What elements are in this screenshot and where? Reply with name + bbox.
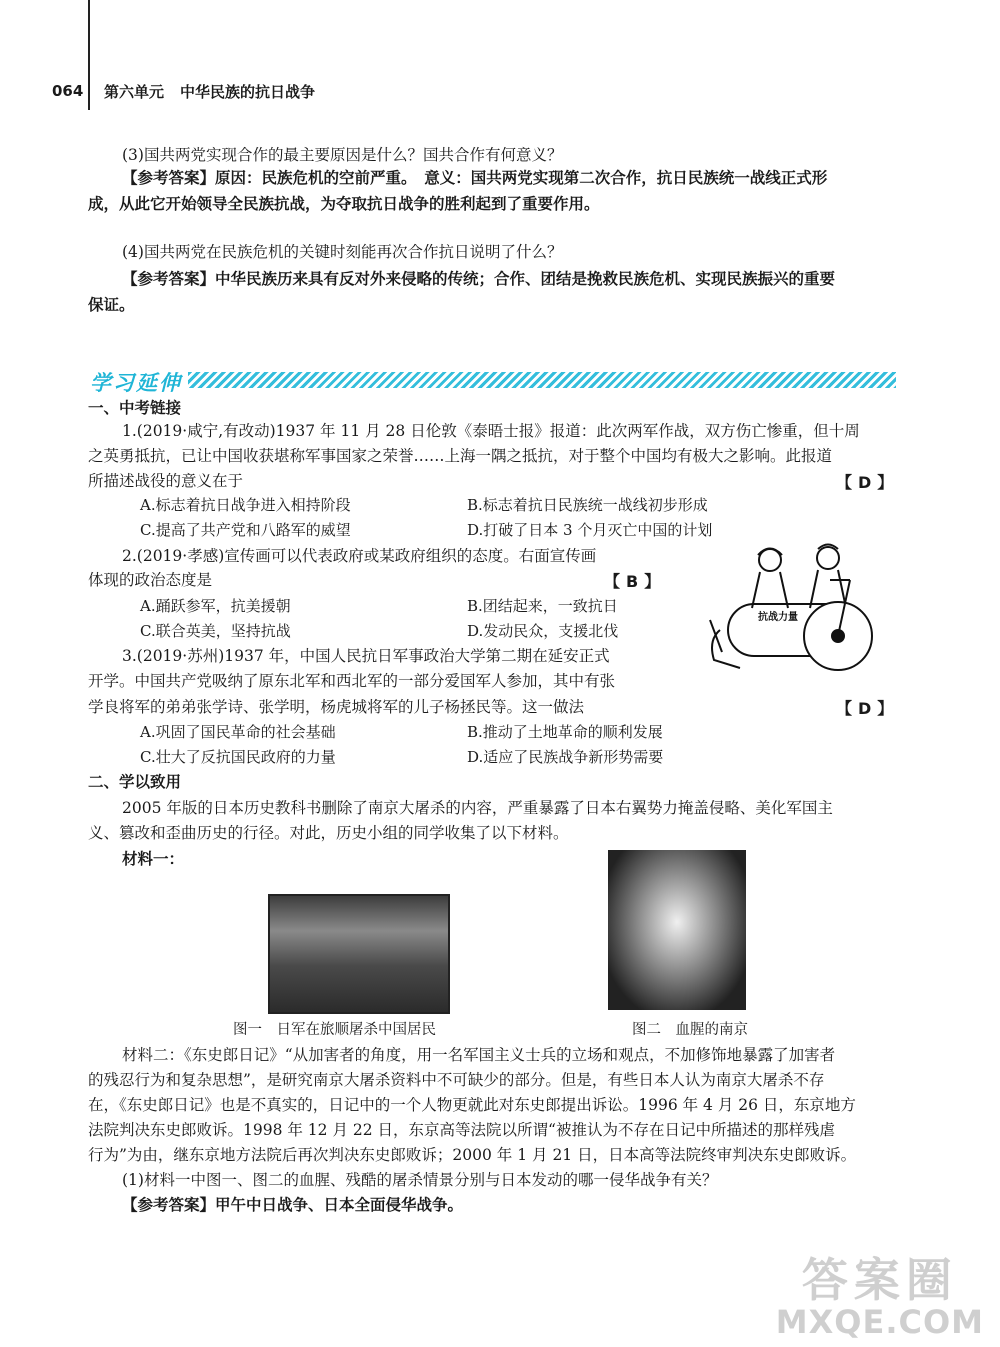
question-4: (4)国共两党在民族危机的关键时刻能再次合作抗日说明了什么？ xyxy=(122,243,563,261)
mcq1-answer: 【D】 xyxy=(836,473,900,492)
mcq1-option-b: B.标志着抗日民族统一战线初步形成 xyxy=(467,496,708,514)
page-number: 064 xyxy=(52,82,84,100)
mcq2-option-b: B.团结起来，一致抗日 xyxy=(467,597,618,615)
mcq2-option-d: D.发动民众，支援北伐 xyxy=(467,622,619,640)
part2-title: 二、学以致用 xyxy=(88,773,182,791)
mcq3-line2: 开学。中国共产党吸纳了原东北军和西北军的一部分爱国军人参加，其中有张 xyxy=(88,672,616,690)
mcq3-option-d: D.适应了民族战争新形势需要 xyxy=(467,748,664,766)
part2-intro-line1: 2005 年版的日本历史教科书删除了南京大屠杀的内容，严重暴露了日本右翼势力掩盖侵略、美化军国主 xyxy=(122,799,833,817)
watermark-line1: 答案圈 xyxy=(801,1253,958,1307)
part2-intro-line2: 义、篡改和歪曲历史的行径。对此，历史小组的同学收集了以下材料。 xyxy=(88,824,569,842)
mcq3-option-b: B.推动了土地革命的顺利发展 xyxy=(467,723,663,741)
mcq3-answer: 【D】 xyxy=(836,699,900,718)
watermark-line2: MXQE.COM xyxy=(775,1303,984,1341)
mcq1-line3: 所描述战役的意义在于 xyxy=(88,472,244,490)
mcq3-option-a: A.巩固了国民革命的社会基础 xyxy=(140,723,336,741)
mcq1-option-c: C.提高了共产党和八路军的威望 xyxy=(140,521,351,539)
part1-title: 一、中考链接 xyxy=(88,399,182,417)
mcq1-option-a: A.标志着抗日战争进入相持阶段 xyxy=(140,496,351,514)
figure1-caption: 图一 日军在旅顺屠杀中国居民 xyxy=(233,1022,436,1038)
mcq1-option-d: D.打破了日本 3 个月灭亡中国的计划 xyxy=(467,521,713,539)
mcq2-option-a: A.踊跃参军，抗美援朝 xyxy=(140,597,291,615)
answer-3-line1: 【参考答案】原因：民族危机的空前严重。 意义：国共两党实现第二次合作，抗日民族统一战线正式形 xyxy=(122,168,828,187)
mcq2-line2: 体现的政治态度是 xyxy=(88,571,213,589)
watermark xyxy=(776,1255,984,1339)
material2-line3: 在，《东史郎日记》也是不真实的，日记中的一个人物更就此对东史郎提出诉讼。1996 年 4 月 26 日，东京地方 xyxy=(88,1096,856,1114)
figure1-photo xyxy=(268,894,450,1014)
page-header xyxy=(104,81,331,102)
section-title: 学习延伸 xyxy=(90,371,182,395)
material2-line1: 材料二：《东史郎日记》“从加害者的角度，用一名军国主义士兵的立场和观点，不加修饰地暴露了加害者 xyxy=(122,1046,836,1064)
question-3: (3)国共两党实现合作的最主要原因是什么？国共合作有何意义？ xyxy=(122,146,563,164)
mcq1-line1: 1.(2019·咸宁,有改动)1937 年 11 月 28 日伦敦《泰晤士报》报道：此次两军作战，双方伤亡惨重，但十周 xyxy=(122,422,860,440)
header-divider xyxy=(88,0,90,110)
figure2-photo xyxy=(608,850,746,1010)
material2-line2: 的残忍行为和复杂思想”，是研究南京大屠杀资料中不可缺少的部分。但是，有些日本人认为南京大屠杀不存 xyxy=(88,1071,825,1089)
figure2-caption: 图二 血腥的南京 xyxy=(632,1022,748,1038)
mcq3-line1: 3.(2019·苏州)1937 年，中国人民抗日军事政治大学第二期在延安正式 xyxy=(122,647,610,665)
answer-4-line1: 【参考答案】中华民族历来具有反对外来侵略的传统；合作、团结是挽救民族危机、实现民族振兴的重要 xyxy=(122,269,836,288)
sub-question-1: (1)材料一中图一、图二的血腥、残酷的屠杀情景分别与日本发动的哪一侵华战争有关？ xyxy=(122,1171,718,1189)
unit-label: 第六单元 xyxy=(104,83,165,101)
mcq1-line2: 之英勇抵抗，已让中国收获堪称军事国家之荣誉……上海一隅之抵抗，对于整个中国均有极大之影响。此报道 xyxy=(88,447,833,465)
section-stripe xyxy=(188,372,896,388)
material1-label: 材料一： xyxy=(122,849,185,868)
mcq2-option-c: C.联合英美，坚持抗战 xyxy=(140,622,291,640)
mcq2-answer: 【B】 xyxy=(604,572,667,591)
cartoon-drawing xyxy=(700,540,880,685)
answer-3-line2: 成，从此它开始领导全民族抗战，为夺取抗日战争的胜利起到了重要作用。 xyxy=(88,194,600,213)
material2-line5: 行为”为由，继东京地方法院后再次判决东史郎败诉；2000 年 1 月 21 日，日本高等法院终审判决东史郎败诉。 xyxy=(88,1146,857,1164)
answer-4-line2: 保证。 xyxy=(88,295,135,314)
mcq2-line1: 2.(2019·孝感)宣传画可以代表政府或某政府组织的态度。右面宣传画 xyxy=(122,547,597,565)
mcq3-line3: 学良将军的弟弟张学诗、张学明，杨虎城将军的儿子杨拯民等。这一做法 xyxy=(88,698,585,716)
propaganda-cartoon xyxy=(700,540,880,685)
material2-line4: 法院判决东史郎败诉。1998 年 12 月 22 日，东京高等法院以所谓“被推认为不存在日记中所描述的那样残虐 xyxy=(88,1121,835,1139)
sub-answer-1: 【参考答案】甲午中日战争、日本全面侵华战争。 xyxy=(122,1195,464,1214)
unit-title: 中华民族的抗日战争 xyxy=(180,83,316,101)
mcq3-option-c: C.壮大了反抗国民政府的力量 xyxy=(140,748,336,766)
cartoon-label: 抗战力量 xyxy=(758,612,798,623)
